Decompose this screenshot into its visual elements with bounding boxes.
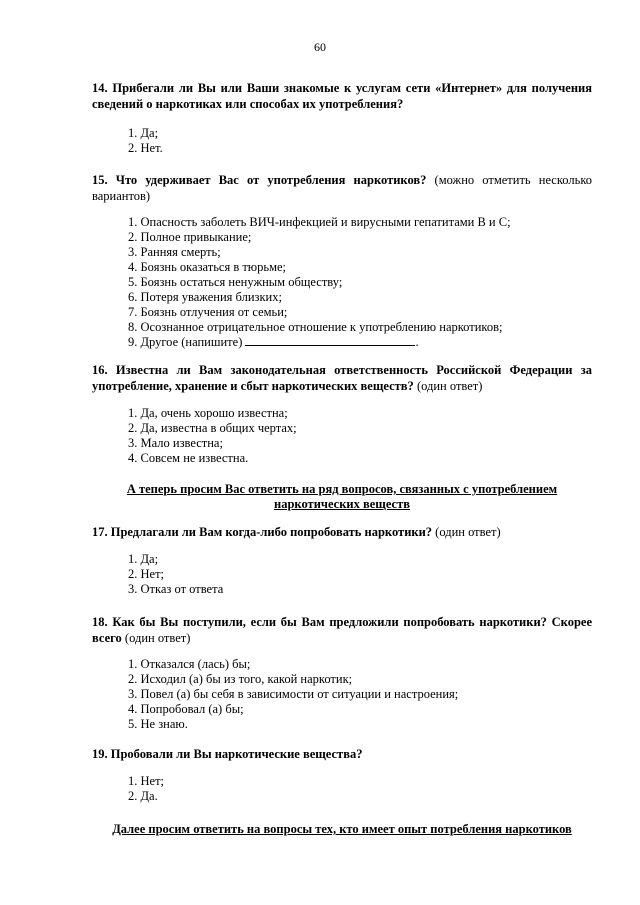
list-item: 2. Исходил (а) бы из того, какой наркотик;: [128, 672, 353, 686]
question-16-note: (один ответ): [413, 379, 483, 393]
question-18-options: [128, 657, 578, 732]
list-item: 1. Да, очень хорошо известна;: [128, 406, 288, 420]
question-18: [92, 614, 592, 646]
list-item: 3. Мало известна;: [128, 436, 223, 450]
section-heading-line: Далее просим ответить на вопросы тех, кто имеет опыт потребления наркотиков: [112, 822, 572, 836]
question-15-title: 15. Что удерживает Вас от употребления наркотиков?: [92, 173, 427, 187]
list-item: 5. Боязнь остаться ненужным обществу;: [128, 275, 343, 289]
other-answer-field[interactable]: [245, 335, 415, 346]
question-17-note: (один ответ): [432, 525, 501, 539]
question-14: [92, 80, 592, 112]
list-item: 2. Нет.: [128, 141, 163, 155]
question-16-options: [128, 406, 578, 466]
list-item: 2. Нет;: [128, 567, 165, 581]
question-18-title: 18. Как бы Вы поступили, если бы Вам предложили попробовать наркотики? Скорее всего: [92, 615, 592, 645]
list-item: 1. Да;: [128, 126, 159, 140]
list-item: 4. Совсем не известна.: [128, 451, 249, 465]
list-item: 3. Отказ от ответа: [128, 582, 224, 596]
question-15: [92, 172, 592, 204]
list-item: 1. Отказался (лась) бы;: [128, 657, 251, 671]
section-heading-line: А теперь просим Вас ответить на ряд вопросов, связанных с употреблением: [126, 482, 558, 496]
question-19: [92, 746, 592, 762]
question-17-title: 17. Предлагали ли Вам когда-либо попробовать наркотики?: [92, 525, 433, 539]
page-number: 60: [314, 40, 326, 54]
question-17-options: [128, 552, 578, 597]
question-16: [92, 362, 592, 394]
list-item: 1. Да;: [128, 552, 159, 566]
question-19-options: [128, 774, 578, 804]
question-14-options: [128, 126, 578, 156]
question-14-title: 14. Прибегали ли Вы или Ваши знакомые к услугам сети «Интернет» для получения сведений о наркотиках или способах их употребления?: [92, 81, 592, 111]
list-item: 5. Не знаю.: [128, 717, 188, 731]
other-label: 9. Другое (напишите): [128, 335, 246, 349]
list-item: 4. Боязнь оказаться в тюрьме;: [128, 260, 287, 274]
list-item: 1. Опасность заболеть ВИЧ-инфекцией и вирусными гепатитами В и С;: [128, 215, 511, 229]
list-item: 3. Повел (а) бы себя в зависимости от ситуации и настроения;: [128, 687, 459, 701]
other-end: .: [415, 335, 419, 349]
question-16-title: 16. Известна ли Вам законодательная ответственность Российской Федерации за употребление, хранение и сбыт наркотических веществ?: [92, 363, 592, 393]
section-heading-usage: [92, 482, 592, 512]
section-heading-experienced: [92, 822, 592, 837]
list-item: 6. Потеря уважения близких;: [128, 290, 282, 304]
question-19-title: 19. Пробовали ли Вы наркотические вещества?: [92, 747, 363, 761]
list-item: 1. Нет;: [128, 774, 165, 788]
list-item: 2. Да.: [128, 789, 158, 803]
list-item: 8. Осознанное отрицательное отношение к употреблению наркотиков;: [128, 320, 503, 334]
question-18-note: (один ответ): [121, 631, 191, 645]
list-item: 7. Боязнь отлучения от семьи;: [128, 305, 288, 319]
list-item: 2. Полное привыкание;: [128, 230, 252, 244]
question-15-options: [128, 215, 578, 350]
list-item: 3. Ранняя смерть;: [128, 245, 221, 259]
section-heading-line: наркотических веществ: [274, 497, 410, 511]
question-17: [92, 524, 592, 540]
list-item-other: [128, 335, 578, 350]
list-item: 4. Попробовал (а) бы;: [128, 702, 244, 716]
question-15-note: (можно отметить несколько вариантов): [92, 173, 593, 203]
list-item: 2. Да, известна в общих чертах;: [128, 421, 297, 435]
